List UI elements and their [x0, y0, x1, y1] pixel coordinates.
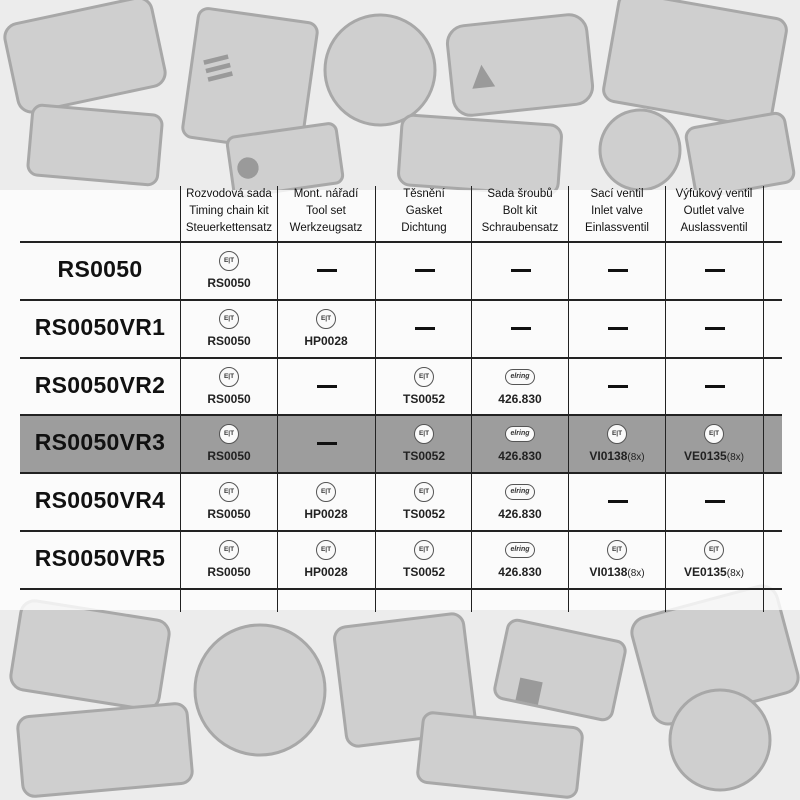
table-cell [278, 531, 374, 589]
table-cell [376, 300, 472, 358]
part-code [472, 392, 568, 406]
et-logo-icon: E|T [704, 540, 724, 560]
et-logo-icon: E|T [219, 251, 239, 271]
column-header-en: Outlet valve [683, 205, 745, 217]
part-quantity: (8x) [726, 568, 744, 579]
column-header [376, 186, 472, 242]
part-number: RS0050 [207, 565, 251, 579]
part-code [278, 565, 374, 579]
table-cell [472, 415, 568, 473]
part-number: RS0050 [207, 449, 251, 463]
elring-logo-icon: elring [505, 484, 535, 500]
table-cell [376, 473, 472, 531]
part-code [376, 507, 472, 521]
table-cell [376, 242, 472, 300]
kit-name: RS0050VR3 [34, 429, 166, 455]
part-number: 426.830 [498, 507, 542, 521]
svg-text:■: ■ [511, 669, 547, 710]
part-code [472, 449, 568, 463]
table-cell [278, 473, 374, 531]
column-header-de: Werkzeugsatz [289, 222, 363, 234]
part-number: VE0135 [684, 449, 727, 463]
column-header-de: Schraubensatz [481, 222, 559, 234]
column-header-de: Auslassventil [680, 222, 748, 234]
part-number: 426.830 [498, 392, 542, 406]
part-code [376, 392, 472, 406]
not-included-dash [705, 500, 725, 503]
column-header-de: Steuerkettensatz [185, 222, 273, 234]
part-number: TS0052 [402, 565, 446, 579]
part-quantity: (8x) [627, 568, 645, 579]
part-number: TS0052 [402, 392, 446, 406]
column-header-cz: Rozvodová sada [186, 188, 272, 200]
table-cell [181, 242, 277, 300]
part-code [181, 334, 277, 348]
part-code [181, 276, 277, 290]
column-header-en: Tool set [306, 205, 346, 217]
table-cell [278, 358, 374, 416]
column-header [569, 186, 665, 242]
not-included-dash [317, 442, 337, 445]
column-header-cz: Sada šroubů [487, 188, 553, 200]
part-code [472, 565, 568, 579]
column-header-en: Timing chain kit [189, 205, 269, 217]
not-included-dash [608, 269, 628, 272]
part-number: HP0028 [304, 334, 348, 348]
column-header [666, 186, 762, 242]
table-cell [666, 242, 762, 300]
not-included-dash [608, 500, 628, 503]
column-header-en: Gasket [405, 205, 443, 217]
not-included-dash [415, 327, 435, 330]
column-header-de: Dichtung [401, 222, 447, 234]
et-logo-icon: E|T [219, 540, 239, 560]
not-included-dash [608, 385, 628, 388]
part-number: HP0028 [304, 507, 348, 521]
not-included-dash [705, 269, 725, 272]
table-cell [376, 358, 472, 416]
column-header-de: Einlassventil [585, 222, 649, 234]
part-number: TS0052 [402, 449, 446, 463]
part-quantity: (8x) [726, 452, 744, 463]
table-cell [278, 415, 374, 473]
part-code [278, 507, 374, 521]
kit-name: RS0050VR4 [34, 487, 166, 513]
part-code [472, 507, 568, 521]
et-logo-icon: E|T [414, 424, 434, 444]
svg-text:▲: ▲ [469, 55, 496, 94]
part-code [376, 565, 472, 579]
column-header-cz: Mont. nářadí [293, 188, 359, 200]
column-header-en: Inlet valve [591, 205, 643, 217]
table-cell [376, 415, 472, 473]
et-logo-icon: E|T [414, 482, 434, 502]
table-cell [181, 358, 277, 416]
table-cell [181, 531, 277, 589]
table-cell [472, 358, 568, 416]
table-cell [181, 300, 277, 358]
svg-text:≡: ≡ [196, 41, 240, 94]
column-divider [763, 186, 764, 612]
et-logo-icon: E|T [219, 367, 239, 387]
part-code [569, 565, 665, 579]
part-code [181, 392, 277, 406]
table-cell [569, 300, 665, 358]
part-number: 426.830 [498, 449, 542, 463]
part-quantity: (8x) [627, 452, 645, 463]
part-code [181, 449, 277, 463]
column-header-cz: Těsnění [403, 188, 445, 200]
table-cell [181, 473, 277, 531]
column-header-en: Bolt kit [502, 205, 538, 217]
table-cell [472, 300, 568, 358]
table-cell [278, 300, 374, 358]
part-number: VI0138 [589, 449, 628, 463]
table-cell [666, 300, 762, 358]
column-header [278, 186, 374, 242]
elring-logo-icon: elring [505, 369, 535, 385]
part-number: HP0028 [304, 565, 348, 579]
part-number: TS0052 [402, 507, 446, 521]
et-logo-icon: E|T [414, 367, 434, 387]
et-logo-icon: E|T [316, 482, 336, 502]
kit-name: RS0050VR1 [34, 314, 166, 340]
table-cell [569, 242, 665, 300]
not-included-dash [511, 327, 531, 330]
et-logo-icon: E|T [316, 309, 336, 329]
et-logo-icon: E|T [414, 540, 434, 560]
et-logo-icon: E|T [316, 540, 336, 560]
column-header-cz: Výfukový ventil [675, 188, 753, 200]
kit-name: RS0050VR5 [34, 545, 166, 571]
table-cell [666, 473, 762, 531]
table-cell [666, 358, 762, 416]
et-logo-icon: E|T [219, 309, 239, 329]
part-code [569, 449, 665, 463]
column-header-cz: Sací ventil [590, 188, 644, 200]
not-included-dash [317, 385, 337, 388]
not-included-dash [705, 327, 725, 330]
kit-name: RS0050 [57, 256, 143, 282]
not-included-dash [608, 327, 628, 330]
part-number: RS0050 [207, 392, 251, 406]
not-included-dash [511, 269, 531, 272]
part-number: RS0050 [207, 507, 251, 521]
svg-text:●: ● [233, 147, 263, 184]
not-included-dash [415, 269, 435, 272]
kit-name: RS0050VR2 [34, 372, 166, 398]
part-code [278, 334, 374, 348]
part-code [181, 507, 277, 521]
part-code [666, 449, 762, 463]
table-cell [666, 531, 762, 589]
table-cell [376, 531, 472, 589]
table-cell [569, 358, 665, 416]
column-header [472, 186, 568, 242]
table-cell [666, 415, 762, 473]
elring-logo-icon: elring [505, 542, 535, 558]
table-cell [472, 242, 568, 300]
part-number: RS0050 [207, 276, 251, 290]
part-code [376, 449, 472, 463]
column-header [181, 186, 277, 242]
et-logo-icon: E|T [607, 424, 627, 444]
table-cell [472, 531, 568, 589]
part-number: RS0050 [207, 334, 251, 348]
et-logo-icon: E|T [704, 424, 724, 444]
table-cell [181, 415, 277, 473]
part-code [181, 565, 277, 579]
part-number: VI0138 [589, 565, 628, 579]
part-code [666, 565, 762, 579]
table-cell [569, 415, 665, 473]
table-cell [278, 242, 374, 300]
table-cell [569, 473, 665, 531]
not-included-dash [705, 385, 725, 388]
part-number: VE0135 [684, 565, 727, 579]
et-logo-icon: E|T [219, 424, 239, 444]
et-logo-icon: E|T [607, 540, 627, 560]
table-cell [472, 473, 568, 531]
elring-logo-icon: elring [505, 426, 535, 442]
et-logo-icon: E|T [219, 482, 239, 502]
part-number: 426.830 [498, 565, 542, 579]
not-included-dash [317, 269, 337, 272]
table-cell [569, 531, 665, 589]
